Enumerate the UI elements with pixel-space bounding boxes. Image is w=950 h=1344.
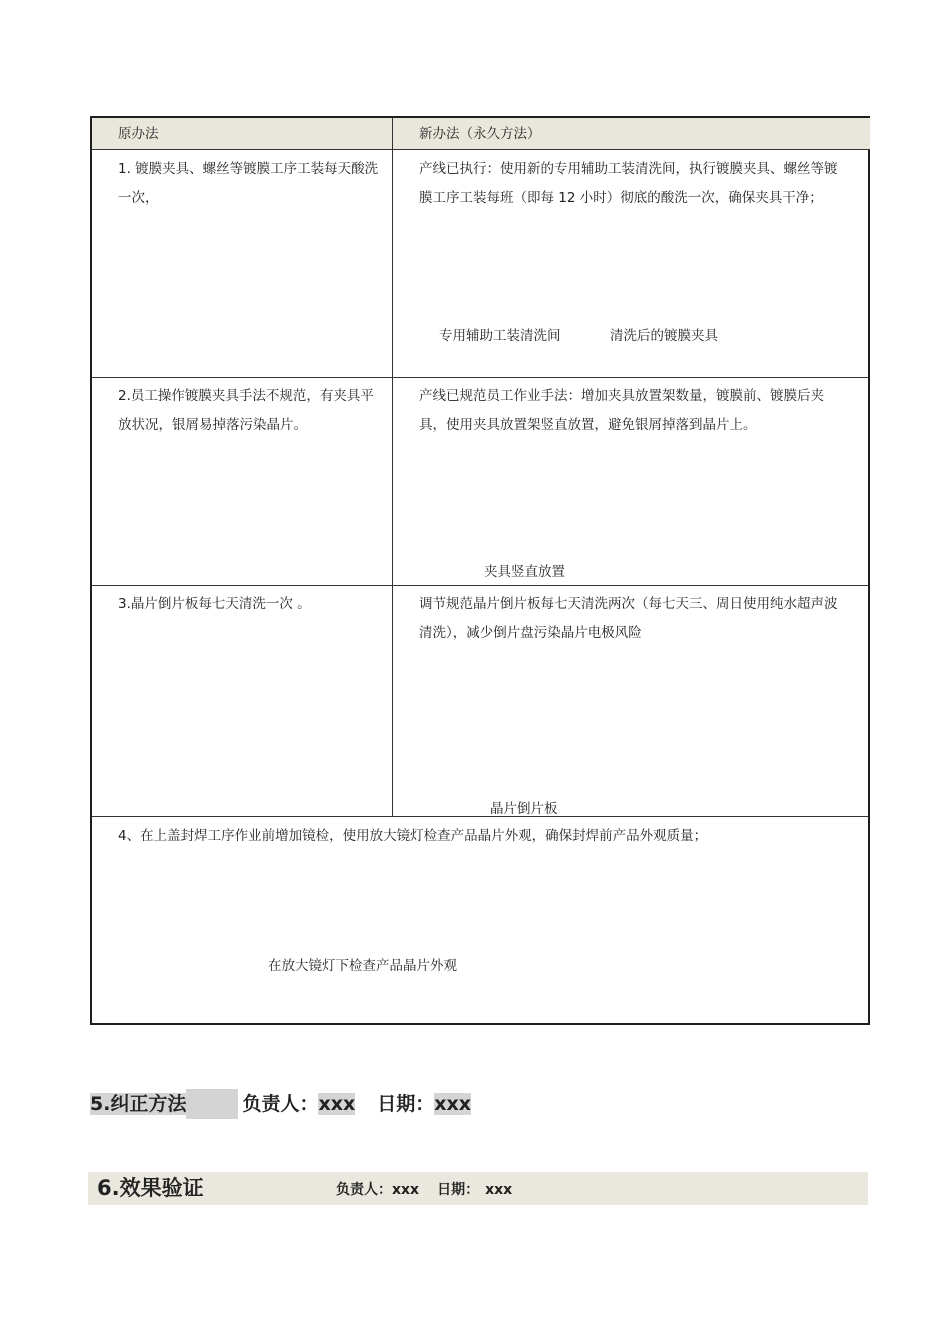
row4-caption-magnifier-check: 在放大镜灯下检查产品晶片外观 xyxy=(268,958,457,974)
row1-new-line2: 膜工序工装每班（即每 12 小时）彻底的酸洗一次，确保夹具干净； xyxy=(419,190,823,206)
row1-new-line1: 产线已执行：使用新的专用辅助工装清洗间，执行镀膜夹具、螺丝等镀 xyxy=(419,161,838,177)
section5-heading xyxy=(90,1089,471,1119)
row2-new-line2: 具，使用夹具放置架竖直放置，避免银屑掉落到晶片上。 xyxy=(419,417,757,433)
section5-title: 5.纠正方法 xyxy=(90,1093,187,1115)
header-new-method-cell xyxy=(392,118,870,150)
row1-caption-cleaned-fixture: 清洗后的镀膜夹具 xyxy=(610,328,718,344)
column-divider xyxy=(392,118,393,816)
row2-old-line2: 放状况，银屑易掉落污染晶片。 xyxy=(118,417,307,433)
section5-owner-label: 负责人： xyxy=(242,1093,319,1115)
row1-caption-cleaning-room: 专用辅助工装清洗间 xyxy=(439,328,561,344)
section5-spacer xyxy=(186,1089,238,1119)
section6-owner-label: 负责人： xyxy=(336,1182,392,1198)
row2-new-line1: 产线已规范员工作业手法：增加夹具放置架数量，镀膜前、镀膜后夹 xyxy=(419,388,824,404)
section6-date: xxx xyxy=(485,1182,513,1198)
section6-owner-info xyxy=(336,1179,512,1201)
header-old-method: 原办法 xyxy=(118,126,159,142)
corrective-action-table xyxy=(90,116,870,1025)
section6-date-label: 日期： xyxy=(437,1182,480,1198)
section5-owner: xxx xyxy=(318,1093,356,1115)
row1-old-line1: 1. 镀膜夹具、螺丝等镀膜工序工装每天酸洗 xyxy=(118,161,379,177)
section6-heading xyxy=(88,1172,868,1205)
section6-title: 6.效果验证 xyxy=(97,1176,204,1200)
row3-old-line1: 3.晶片倒片板每七天清洗一次 。 xyxy=(118,596,311,612)
row3-caption-wafer-board: 晶片倒片板 xyxy=(490,801,558,817)
row4-text: 4、在上盖封焊工序作业前增加镜检，使用放大镜灯检查产品晶片外观，确保封焊前产品外观质量； xyxy=(118,828,708,844)
row2-caption-vertical-placement: 夹具竖直放置 xyxy=(484,564,565,580)
section6-owner: xxx xyxy=(392,1182,420,1198)
section5-date: xxx xyxy=(434,1093,472,1115)
row1-old-line2: 一次， xyxy=(118,190,159,206)
header-new-method: 新办法（永久方法） xyxy=(419,126,541,142)
section5-date-label: 日期： xyxy=(377,1093,435,1115)
row3-new-line2: 清洗），减少倒片盘污染晶片电极风险 xyxy=(419,625,642,641)
header-old-method-cell xyxy=(92,118,392,150)
row2-old-line1: 2.员工操作镀膜夹具手法不规范，有夹具平 xyxy=(118,388,374,404)
row-divider xyxy=(92,377,868,378)
row-divider xyxy=(92,816,868,817)
row3-new-line1: 调节规范晶片倒片板每七天清洗两次（每七天三、周日使用纯水超声波 xyxy=(419,596,838,612)
row-divider xyxy=(92,585,868,586)
